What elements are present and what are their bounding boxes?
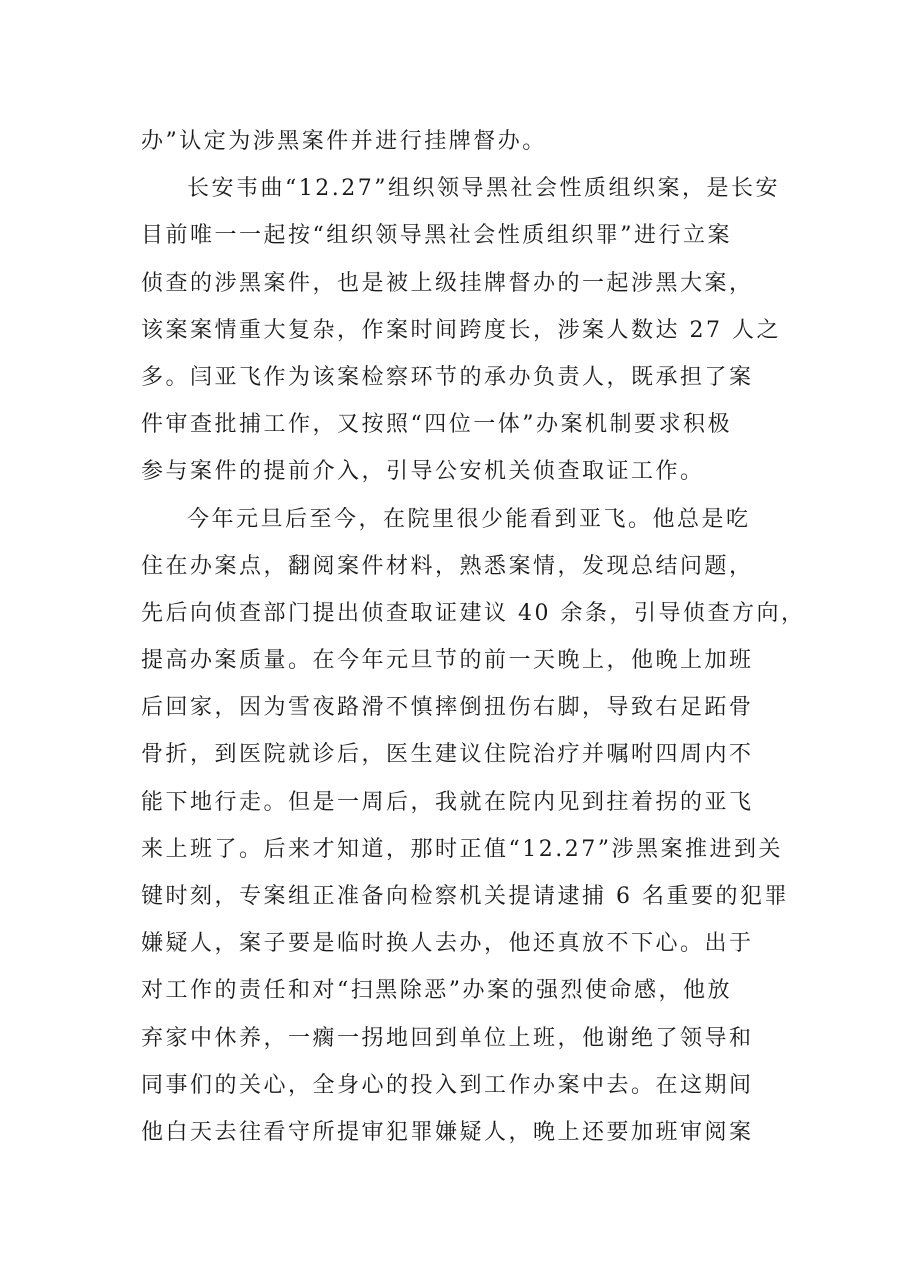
paragraph-first-line: 长安韦曲“12.27”组织领导黑社会性质组织案，是长安 [187,176,780,202]
text-line: 先后向侦查部门提出侦查取证建议 40 余条，引导侦查方向， [141,600,806,626]
document-body [141,118,806,1156]
text-line: 多。闫亚飞作为该案检察环节的承办负责人，既承担了案 [141,364,754,390]
text-line: 后回家，因为雪夜路滑不慎摔倒扭伤右脚，导致右足跖骨 [141,695,754,721]
text-line: 件审查批捕工作，又按照“四位一体”办案机制要求积极 [141,412,732,438]
paragraph-first-line: 今年元旦后至今，在院里很少能看到亚飞。他总是吃 [187,506,751,532]
text-line: 目前唯一一起按“组织领导黑社会性质组织罪”进行立案 [141,223,732,249]
text-line: 弃家中休养，一瘸一拐地回到单位上班，他谢绝了领导和 [141,1025,754,1051]
text-line: 提高办案质量。在今年元旦节的前一天晚上，他晚上加班 [141,648,754,674]
text-line: 他白天去往看守所提审犯罪嫌疑人，晚上还要加班审阅案 [141,1119,754,1145]
text-line: 嫌疑人，案子要是临时换人去办，他还真放不下心。出于 [141,931,754,957]
text-line: 侦查的涉黑案件，也是被上级挂牌督办的一起涉黑大案， [141,270,754,296]
text-line: 同事们的关心，全身心的投入到工作办案中去。在这期间 [141,1072,754,1098]
text-line: 办”认定为涉黑案件并进行挂牌督办。 [141,129,547,154]
text-line: 骨折，到医院就诊后，医生建议住院治疗并嘱咐四周内不 [141,742,754,768]
text-line: 键时刻，专案组正准备向检察机关提请逮捕 6 名重要的犯罪 [141,884,789,909]
text-line: 能下地行走。但是一周后，我就在院内见到拄着拐的亚飞 [141,789,754,815]
text-line: 来上班了。后来才知道，那时正值“12.27”涉黑案推进到关 [141,836,783,862]
text-line: 参与案件的提前介入，引导公安机关侦查取证工作。 [141,459,705,485]
text-line: 对工作的责任和对“扫黑除恶”办案的强烈使命感，他放 [141,978,732,1004]
text-line: 该案案情重大复杂，作案时间跨度长，涉案人数达 27 人之 [141,317,781,343]
text-line: 住在办案点，翻阅案件材料，熟悉案情，发现总结问题， [141,553,754,579]
